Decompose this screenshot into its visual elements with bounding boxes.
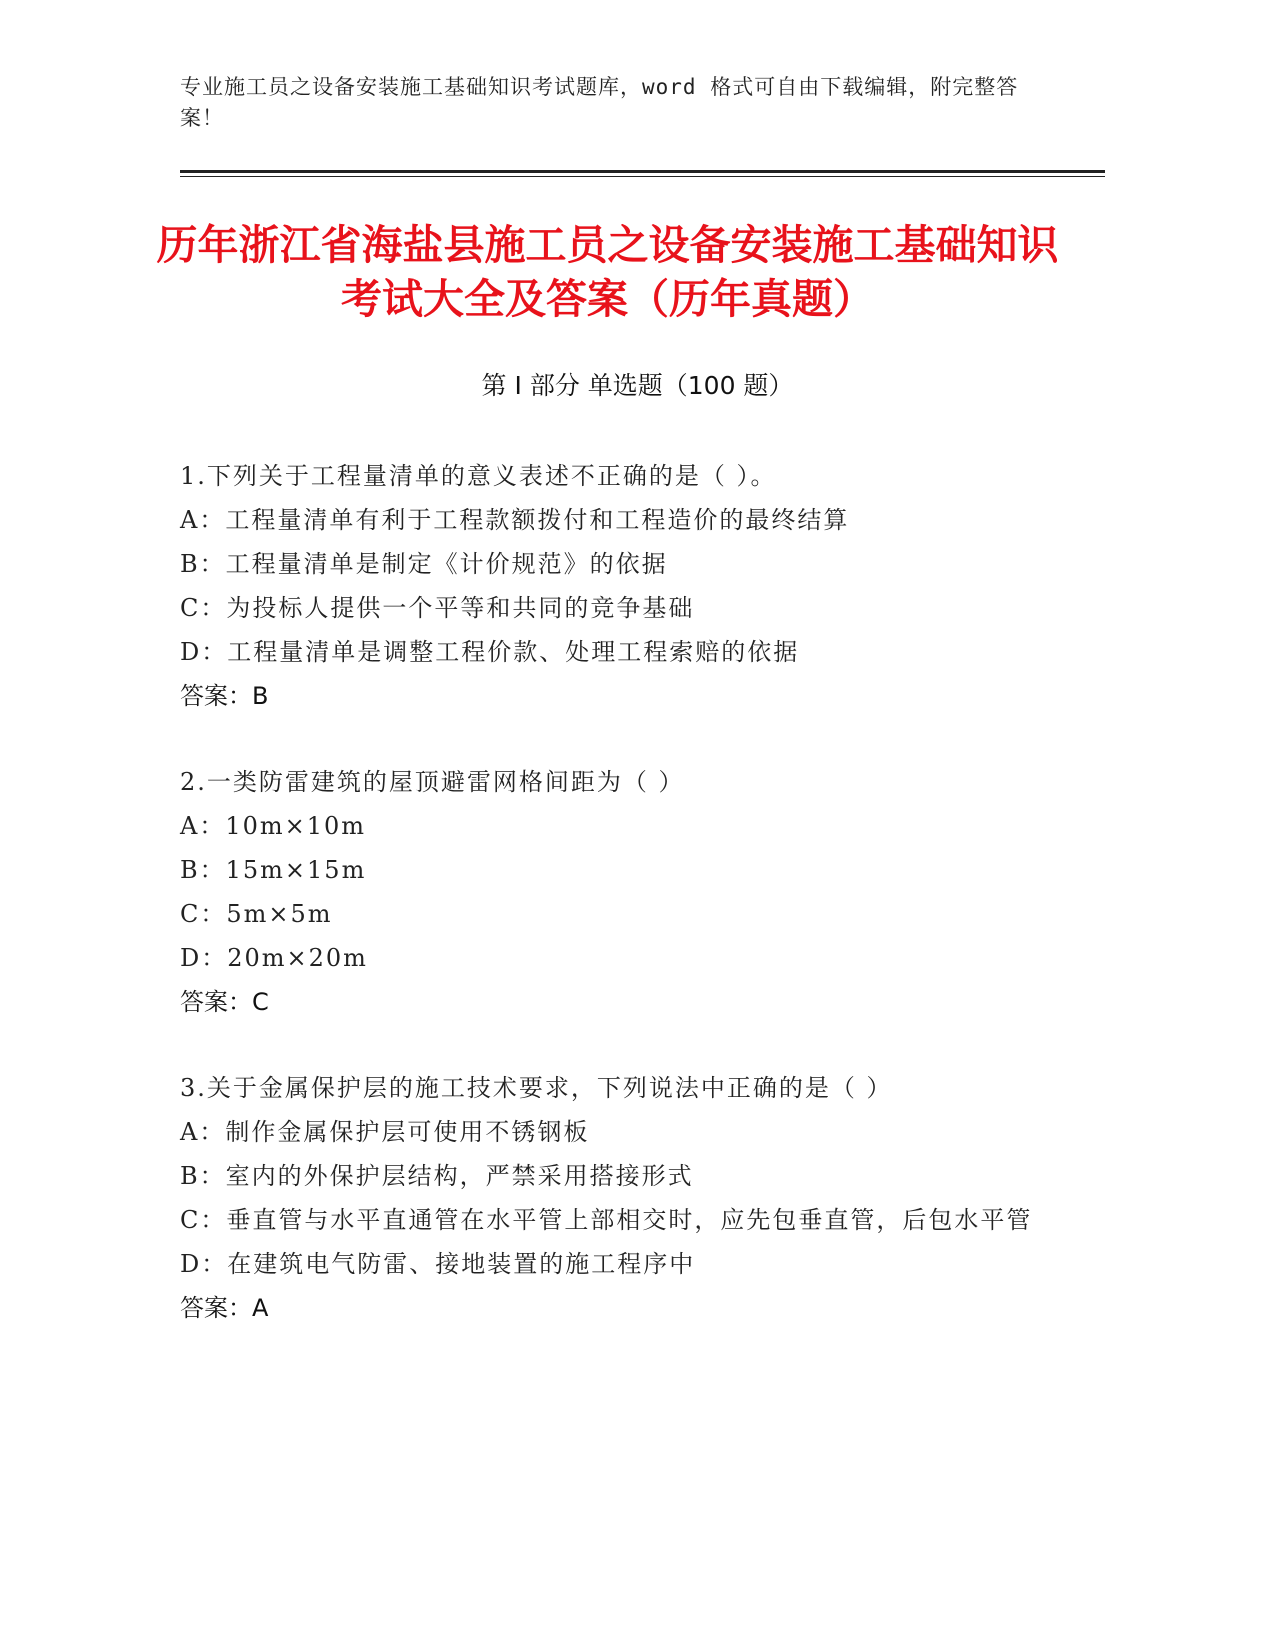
- option-c: C：为投标人提供一个平等和共同的竞争基础: [180, 594, 695, 622]
- answer: 答案：A: [180, 1294, 269, 1322]
- option-a: A：10m×10m: [180, 812, 367, 840]
- answer: 答案：B: [180, 682, 269, 710]
- option-b: B：室内的外保护层结构，严禁采用搭接形式: [180, 1162, 694, 1190]
- question-stem: 2.一类防雷建筑的屋顶避雷网格间距为（ ）: [180, 768, 685, 796]
- header-divider-thick: [180, 170, 1105, 173]
- question-list: [180, 454, 1040, 1372]
- option-a: A：制作金属保护层可使用不锈钢板: [180, 1118, 590, 1146]
- header-divider-thin: [180, 176, 1105, 177]
- option-c: C：垂直管与水平直通管在水平管上部相交时，应先包垂直管，后包水平管: [180, 1206, 1033, 1234]
- option-c: C：5m×5m: [180, 900, 333, 928]
- header-note: 专业施工员之设备安装施工基础知识考试题库，word 格式可自由下载编辑，附完整答案！: [180, 75, 1019, 130]
- question-1: [180, 454, 1040, 718]
- document-title: 历年浙江省海盐县施工员之设备安装施工基础知识考试大全及答案（历年真题）: [156, 221, 1059, 323]
- question-stem: 1.下列关于工程量清单的意义表述不正确的是（ ）。: [180, 462, 777, 490]
- question-2: [180, 760, 1040, 1024]
- option-d: D：工程量清单是调整工程价款、处理工程索赔的依据: [180, 638, 800, 666]
- section-title: 第 I 部分 单选题（100 题）: [481, 371, 794, 400]
- option-b: B：15m×15m: [180, 856, 367, 884]
- question-3: [180, 1066, 1040, 1330]
- option-d: D：20m×20m: [180, 944, 368, 972]
- option-b: B：工程量清单是制定《计价规范》的依据: [180, 550, 668, 578]
- option-d: D：在建筑电气防雷、接地装置的施工程序中: [180, 1250, 696, 1278]
- answer: 答案：C: [180, 988, 269, 1016]
- option-a: A：工程量清单有利于工程款额拨付和工程造价的最终结算: [180, 506, 850, 534]
- question-stem: 3.关于金属保护层的施工技术要求，下列说法中正确的是（ ）: [180, 1074, 893, 1102]
